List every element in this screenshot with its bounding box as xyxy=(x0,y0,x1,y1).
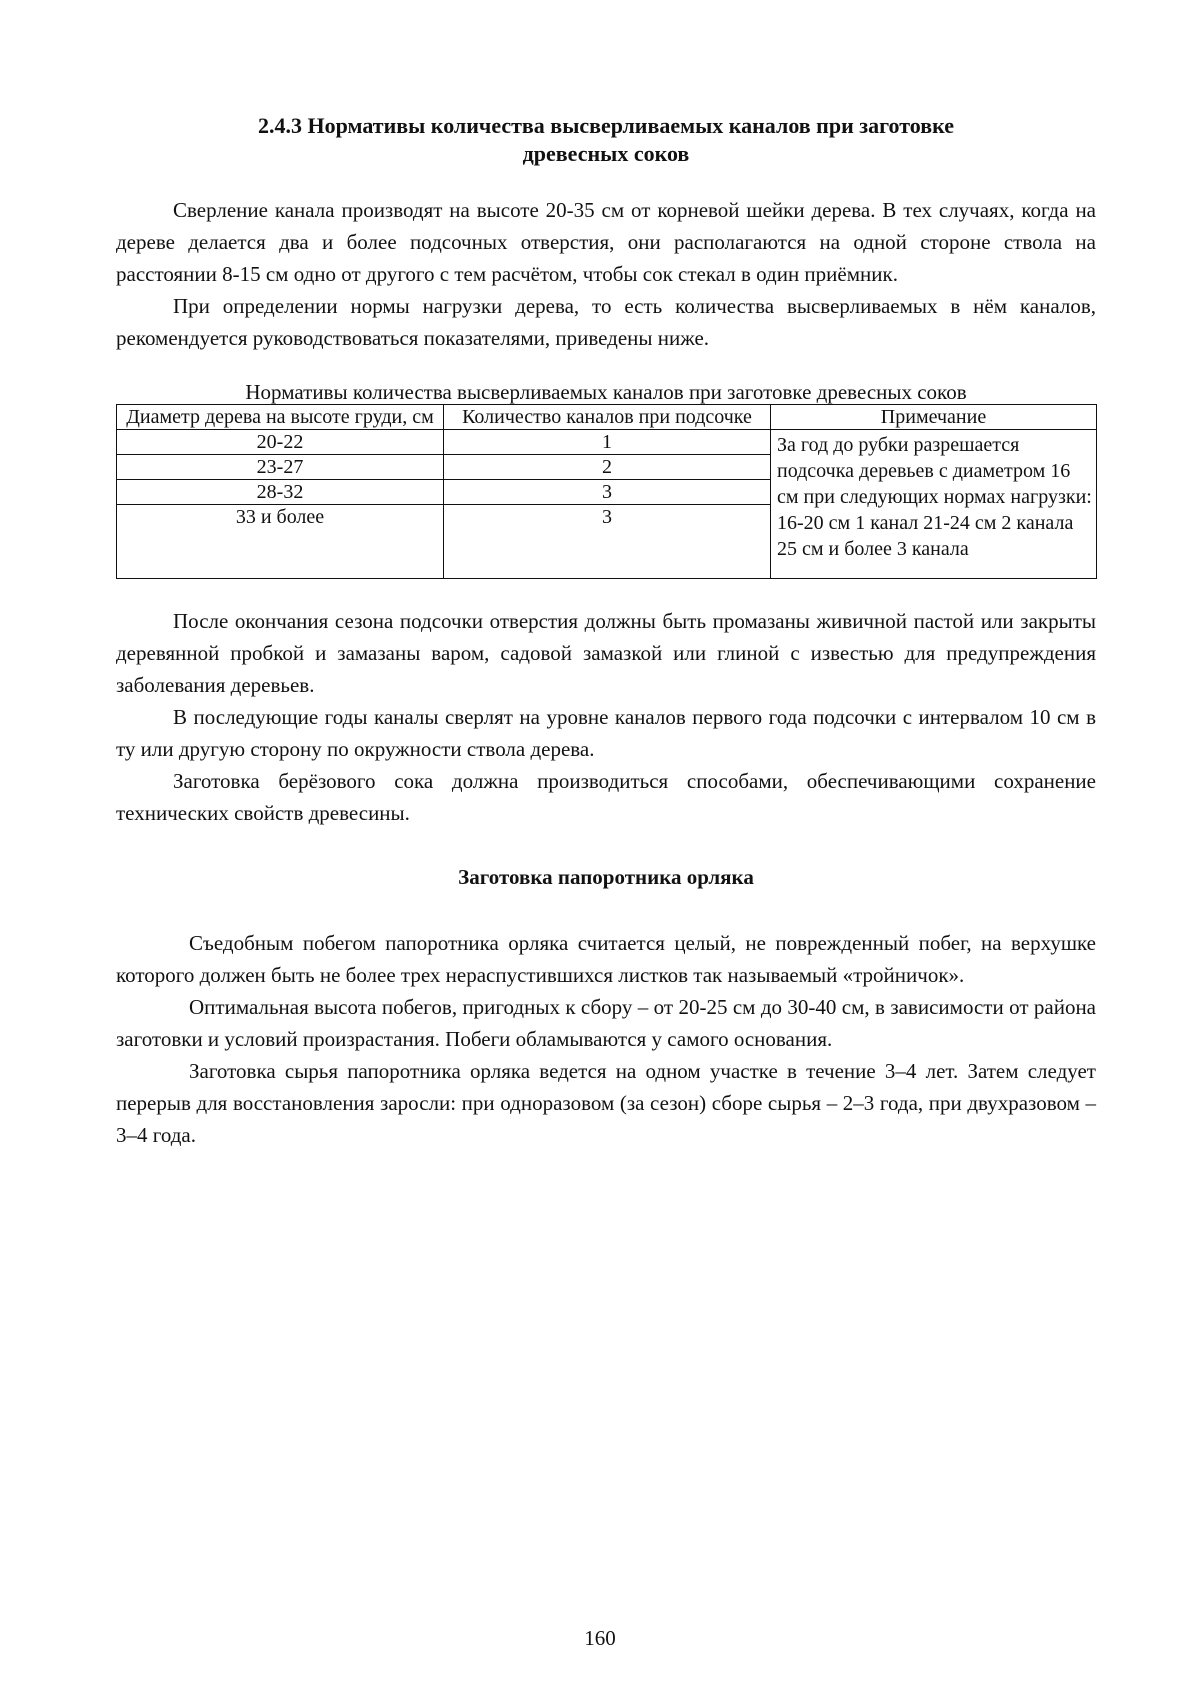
paragraph-load-norm: При определении нормы нагрузки дерева, то есть количества высверливаемых в нём каналов, рекомендуется руководствоваться показателями, приведены ниже. xyxy=(116,294,1096,350)
cell-diameter: 33 и более xyxy=(117,505,444,579)
page-number: 160 xyxy=(584,1626,616,1650)
paragraph-edible-shoot: Съедобным побегом папоротника орляка считается целый, не поврежденный побег, на верхушке которого должен быть не более трех нераспустившихся листков так называемый «тройничок». xyxy=(116,931,1096,987)
paragraph-birch-sap: Заготовка берёзового сока должна производиться способами, обеспечивающими сохранение технических свойств древесины. xyxy=(116,769,1096,825)
paragraph-after-season: После окончания сезона подсочки отверстия должны быть промазаны живичной пастой или закрыты деревянной пробкой и замазаны варом, садовой замазкой или глиной с известью для предупреждения заболевания деревьев. xyxy=(116,609,1096,697)
cell-channels: 2 xyxy=(444,455,771,480)
cell-diameter: 20-22 xyxy=(117,430,444,455)
cell-note: За год до рубки разрешается подсочка деревьев с диаметром 16 см при следующих нормах нагрузки: 16-20 см 1 канал 21-24 см 2 канала 25 см и более 3 канала xyxy=(771,430,1097,579)
table-row xyxy=(117,430,1097,455)
cell-diameter: 23-27 xyxy=(117,455,444,480)
header-channels: Количество каналов при подсочке xyxy=(444,405,771,430)
cell-channels: 3 xyxy=(444,505,771,579)
paragraph-shoot-height: Оптимальная высота побегов, пригодных к сбору – от 20-25 см до 30-40 см, в зависимости от района заготовки и условий произрастания. Побеги обламываются у самого основания. xyxy=(116,995,1096,1051)
section-title xyxy=(116,112,1096,168)
cell-channels: 1 xyxy=(444,430,771,455)
table-caption: Нормативы количества высверливаемых каналов при заготовке древесных соков xyxy=(245,380,967,404)
cell-diameter: 28-32 xyxy=(117,480,444,505)
document-page xyxy=(116,112,1096,1151)
section-title-line1: 2.4.3 Нормативы количества высверливаемых каналов при заготовке xyxy=(257,113,955,138)
paragraph-drilling-height: Сверление канала производят на высоте 20-35 см от корневой шейки дерева. В тех случаях, когда на дереве делается два и более подсочных отверстия, они располагаются на одной стороне ствола на расстоянии 8-15 см одно от другого с тем расчётом, чтобы сок стекал в один приёмник. xyxy=(116,198,1096,286)
header-note: Примечание xyxy=(771,405,1097,430)
table-header-row xyxy=(117,405,1097,430)
section-title-line2: древесных соков xyxy=(522,141,690,166)
paragraph-following-years: В последующие годы каналы сверлят на уровне каналов первого года подсочки с интервалом 10 см в ту или другую сторону по окружности ствола дерева. xyxy=(116,705,1096,761)
norms-table xyxy=(116,404,1097,579)
paragraph-harvest-period: Заготовка сырья папоротника орляка ведется на одном участке в течение 3–4 лет. Затем следует перерыв для восстановления заросли: при одноразовом (за сезон) сборе сырья – 2–3 года, при двухразовом – 3–4 года. xyxy=(116,1059,1096,1147)
header-diameter: Диаметр дерева на высоте груди, см xyxy=(117,405,444,430)
subsection-title: Заготовка папоротника орляка xyxy=(458,865,754,889)
cell-channels: 3 xyxy=(444,480,771,505)
